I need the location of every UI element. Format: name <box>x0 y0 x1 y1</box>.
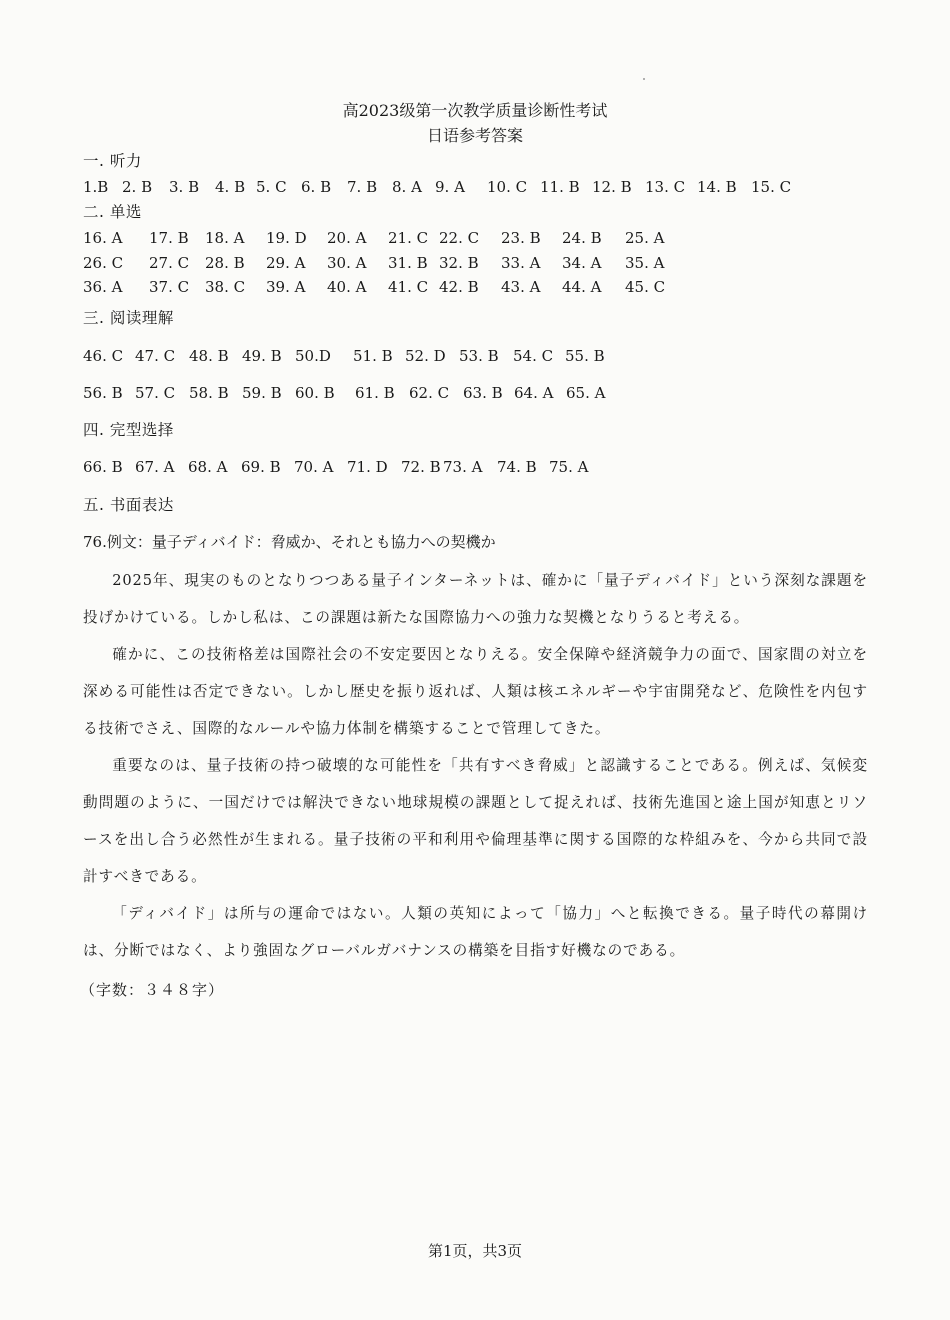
answer-item: 47. C <box>135 347 176 365</box>
answer-item: 49. B <box>242 347 282 365</box>
answer-item: 35. A <box>625 254 665 272</box>
answer-item: 56. B <box>83 384 123 402</box>
answer-item: 68. A <box>188 458 228 476</box>
answer-item: 71. D <box>347 458 388 476</box>
answer-item: 23. B <box>501 229 541 247</box>
answer-item: 31. B <box>388 254 428 272</box>
exam-subtitle: 日语参考答案 <box>426 126 523 145</box>
answer-item: 33. A <box>501 254 541 272</box>
answer-item: 4. B <box>215 178 246 196</box>
answer-item: 41. C <box>388 278 429 296</box>
answer-item: 55. B <box>565 347 605 365</box>
answer-item: 43. A <box>501 278 541 296</box>
answer-item: 74. B <box>497 458 537 476</box>
answer-item: 11. B <box>540 178 580 196</box>
answer-item: 28. B <box>205 254 245 272</box>
answer-item: 62. C <box>409 384 450 402</box>
answer-item: 50.D <box>295 347 331 365</box>
answer-item: 51. B <box>353 347 393 365</box>
answer-item: 66. B <box>83 458 123 476</box>
answer-item: 6. B <box>301 178 332 196</box>
answer-item: 22. C <box>439 229 480 247</box>
answer-item: 3. B <box>169 178 200 196</box>
answer-item: 7. B <box>347 178 378 196</box>
answer-item: 9. A <box>435 178 465 196</box>
essay-paragraph: 2025年、現実のものとなりつつある量子インターネットは、確かに「量子ディバイド」という深刻な課題を投げかけている。しかし私は、この課題は新たな国際協力への強力な契機となりうると考える。 <box>83 572 868 626</box>
essay-paragraph: 確かに、この技術格差は国際社会の不安定要因となりえる。安全保障や経済競争力の面で、国家間の対立を深める可能性は否定できない。しかし歴史を振り返れば、人類は核エネルギーや宇宙開発など、危険性を内包する技術でさえ、国際的なルールや協力体制を構築することで管理してきた。 <box>83 646 868 737</box>
exam-title: 高2023级第一次教学质量诊断性考试 <box>342 101 608 120</box>
answer-item: 13. C <box>645 178 686 196</box>
answer-item: 15. C <box>751 178 792 196</box>
answer-item: 46. C <box>83 347 124 365</box>
answer-item: 8. A <box>392 178 422 196</box>
answer-item: 29. A <box>266 254 306 272</box>
essay-paragraph: 重要なのは、量子技術の持つ破壊的な可能性を「共有すべき脅威」と認識することである。例えば、気候変動問題のように、一国だけでは解決できない地球規模の課題として捉えれば、技術先進国と途上国が知恵とリソースを出し合う必然性が生まれる。量子技術の平和利用や倫理基準に関する国際的な枠組みを、今から共同で設計すべきである。 <box>83 757 868 885</box>
answer-item: 40. A <box>327 278 367 296</box>
answer-item: 69. B <box>241 458 281 476</box>
answer-item: 27. C <box>149 254 190 272</box>
answer-item: 19. D <box>266 229 307 247</box>
answer-item: 70. A <box>294 458 334 476</box>
answer-item: 48. B <box>189 347 229 365</box>
scan-speck <box>643 78 645 80</box>
answer-item: 63. B <box>463 384 503 402</box>
answer-item: 16. A <box>83 229 123 247</box>
answer-item: 54. C <box>513 347 554 365</box>
essay-paragraph: 「ディバイド」は所与の運命ではない。人類の英知によって「協力」へと転換できる。量子時代の幕開けは、分断ではなく、より強固なグローバルガバナンスの構築を目指す好機なのである。 <box>83 905 868 959</box>
essay-title: 76.例文：量子ディバイド：脅威か、それとも協力への契機か <box>83 533 496 551</box>
page-number: 第1页，共3页 <box>427 1242 523 1260</box>
answer-item: 20. A <box>327 229 367 247</box>
answer-item: 39. A <box>266 278 306 296</box>
answer-item: 34. A <box>562 254 602 272</box>
answer-item: 52. D <box>405 347 446 365</box>
answer-item: 59. B <box>242 384 282 402</box>
answer-item: 72. B <box>401 458 441 476</box>
answer-item: 57. C <box>135 384 176 402</box>
answer-item: 10. C <box>487 178 528 196</box>
answer-item: 45. C <box>625 278 666 296</box>
answer-item: 64. A <box>514 384 554 402</box>
answer-item: 65. A <box>566 384 606 402</box>
answer-item: 24. B <box>562 229 602 247</box>
answer-item: 26. C <box>83 254 124 272</box>
section-heading-single-choice: 二. 单选 <box>83 203 142 221</box>
answer-item: 25. A <box>625 229 665 247</box>
answer-item: 5. C <box>256 178 287 196</box>
answer-item: 17. B <box>149 229 189 247</box>
answer-item: 60. B <box>295 384 335 402</box>
answer-item: 12. B <box>592 178 632 196</box>
answer-item: 37. C <box>149 278 190 296</box>
answer-item: 32. B <box>439 254 479 272</box>
section-heading-cloze: 四. 完型选择 <box>83 421 174 439</box>
answer-item: 42. B <box>439 278 479 296</box>
essay-body <box>83 562 868 969</box>
answer-item: 58. B <box>189 384 229 402</box>
answer-item: 21. C <box>388 229 429 247</box>
answer-item: 2. B <box>122 178 153 196</box>
section-heading-listening: 一. 听力 <box>83 152 142 170</box>
answer-item: 44. A <box>562 278 602 296</box>
answer-item: 53. B <box>459 347 499 365</box>
answer-item: 75. A <box>549 458 589 476</box>
answer-item: 73. A <box>443 458 483 476</box>
section-heading-writing: 五. 书面表达 <box>83 496 174 514</box>
answer-item: 67. A <box>135 458 175 476</box>
section-heading-reading: 三. 阅读理解 <box>83 309 174 327</box>
answer-item: 14. B <box>697 178 737 196</box>
answer-item: 61. B <box>355 384 395 402</box>
answer-item: 1.B <box>83 178 109 196</box>
answer-item: 36. A <box>83 278 123 296</box>
answer-item: 38. C <box>205 278 246 296</box>
answer-item: 18. A <box>205 229 245 247</box>
word-count: （字数：３４８字） <box>80 981 225 999</box>
answer-item: 30. A <box>327 254 367 272</box>
